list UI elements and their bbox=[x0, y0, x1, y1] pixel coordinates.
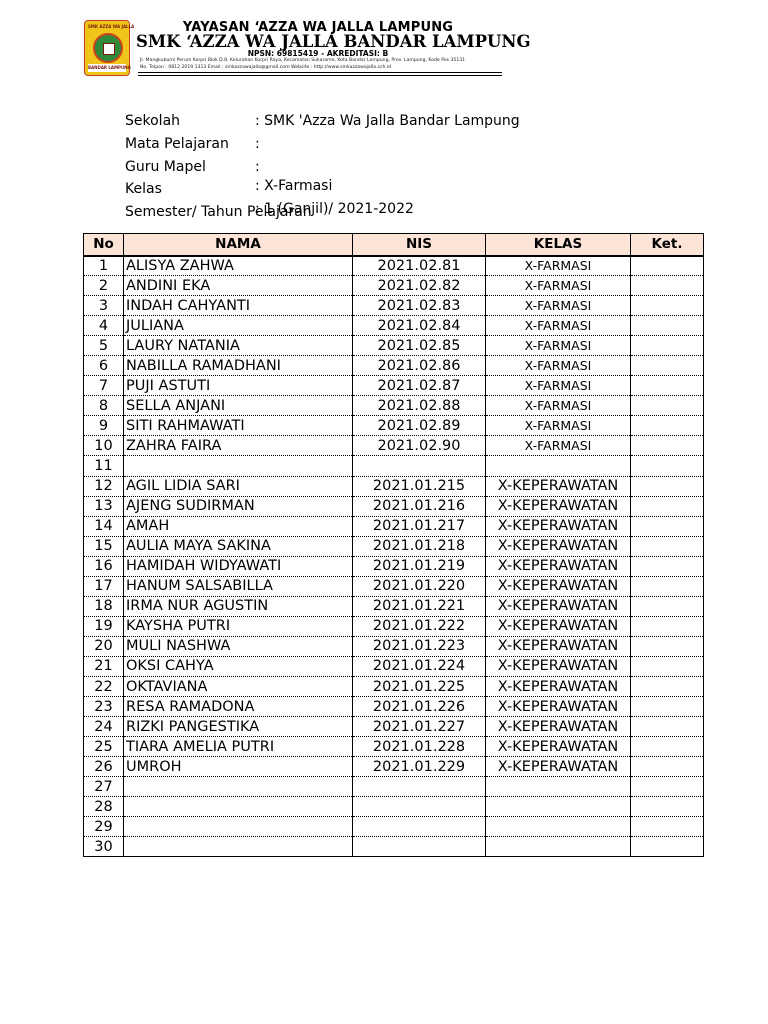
cell-ket bbox=[631, 676, 704, 696]
table-row bbox=[84, 636, 704, 656]
table-row bbox=[84, 276, 704, 296]
table-row bbox=[84, 777, 704, 797]
table-row bbox=[84, 576, 704, 596]
cell-nis: 2021.02.83 bbox=[353, 296, 486, 316]
cell-nis bbox=[353, 837, 486, 857]
cell-nama: OKSI CAHYA bbox=[124, 656, 353, 676]
cell-ket bbox=[631, 656, 704, 676]
table-row bbox=[84, 536, 704, 556]
cell-ket bbox=[631, 376, 704, 396]
cell-nama: PUJI ASTUTI bbox=[124, 376, 353, 396]
cell-nama bbox=[124, 456, 353, 476]
cell-nis bbox=[353, 817, 486, 837]
cell-no: 12 bbox=[84, 476, 124, 496]
cell-nama bbox=[124, 837, 353, 857]
info-value: : bbox=[255, 159, 260, 175]
table-row bbox=[84, 416, 704, 436]
cell-kelas: X-KEPERAWATAN bbox=[486, 496, 631, 516]
cell-nama bbox=[124, 817, 353, 837]
table-header-row bbox=[84, 234, 704, 256]
cell-ket bbox=[631, 356, 704, 376]
cell-nis: 2021.01.224 bbox=[353, 656, 486, 676]
table-row bbox=[84, 296, 704, 316]
cell-ket bbox=[631, 737, 704, 757]
cell-nis: 2021.02.89 bbox=[353, 416, 486, 436]
header-nama: NAMA bbox=[124, 234, 353, 256]
cell-no: 24 bbox=[84, 717, 124, 737]
cell-kelas: X-KEPERAWATAN bbox=[486, 757, 631, 777]
table-row bbox=[84, 356, 704, 376]
cell-nama: AGIL LIDIA SARI bbox=[124, 476, 353, 496]
cell-kelas: X-KEPERAWATAN bbox=[486, 737, 631, 757]
cell-no: 21 bbox=[84, 656, 124, 676]
cell-ket bbox=[631, 616, 704, 636]
cell-no: 2 bbox=[84, 276, 124, 296]
cell-nama: AJENG SUDIRMAN bbox=[124, 496, 353, 516]
cell-ket bbox=[631, 316, 704, 336]
cell-kelas: X-FARMASI bbox=[486, 256, 631, 276]
table-row bbox=[84, 656, 704, 676]
cell-nis: 2021.01.219 bbox=[353, 556, 486, 576]
cell-nama bbox=[124, 797, 353, 817]
table-row bbox=[84, 476, 704, 496]
cell-nama bbox=[124, 777, 353, 797]
cell-kelas: X-KEPERAWATAN bbox=[486, 636, 631, 656]
table-row bbox=[84, 797, 704, 817]
table-row bbox=[84, 376, 704, 396]
cell-nis: 2021.02.87 bbox=[353, 376, 486, 396]
cell-no: 15 bbox=[84, 536, 124, 556]
table-row bbox=[84, 616, 704, 636]
cell-nama: INDAH CAHYANTI bbox=[124, 296, 353, 316]
cell-no: 20 bbox=[84, 636, 124, 656]
cell-no: 14 bbox=[84, 516, 124, 536]
cell-ket bbox=[631, 496, 704, 516]
cell-kelas: X-KEPERAWATAN bbox=[486, 536, 631, 556]
cell-nis bbox=[353, 456, 486, 476]
table-row bbox=[84, 436, 704, 456]
cell-ket bbox=[631, 276, 704, 296]
cell-no: 3 bbox=[84, 296, 124, 316]
cell-nama: OKTAVIANA bbox=[124, 676, 353, 696]
cell-kelas: X-KEPERAWATAN bbox=[486, 697, 631, 717]
npsn-accreditation: NPSN: 69815419 - AKREDITASI: B bbox=[247, 49, 389, 58]
cell-kelas: X-FARMASI bbox=[486, 356, 631, 376]
cell-nis: 2021.01.220 bbox=[353, 576, 486, 596]
cell-no: 13 bbox=[84, 496, 124, 516]
cell-nis: 2021.01.222 bbox=[353, 616, 486, 636]
cell-ket bbox=[631, 717, 704, 737]
cell-ket bbox=[631, 456, 704, 476]
cell-kelas: X-FARMASI bbox=[486, 376, 631, 396]
table-row bbox=[84, 717, 704, 737]
cell-nis: 2021.02.82 bbox=[353, 276, 486, 296]
letterhead-rule-thin bbox=[138, 75, 502, 76]
school-name: SMK ‘AZZA WA JALLA BANDAR LAMPUNG bbox=[136, 32, 531, 51]
cell-ket bbox=[631, 396, 704, 416]
table-row bbox=[84, 757, 704, 777]
table-row bbox=[84, 396, 704, 416]
cell-nama: MULI NASHWA bbox=[124, 636, 353, 656]
cell-nis: 2021.01.217 bbox=[353, 516, 486, 536]
school-logo bbox=[84, 20, 135, 76]
logo-emblem-icon bbox=[93, 33, 123, 63]
cell-nis: 2021.01.228 bbox=[353, 737, 486, 757]
cell-nama: IRMA NUR AGUSTIN bbox=[124, 596, 353, 616]
cell-nis: 2021.02.86 bbox=[353, 356, 486, 376]
cell-ket bbox=[631, 556, 704, 576]
header-ket: Ket. bbox=[631, 234, 704, 256]
cell-no: 16 bbox=[84, 556, 124, 576]
cell-ket bbox=[631, 336, 704, 356]
header-no: No bbox=[84, 234, 124, 256]
cell-no: 6 bbox=[84, 356, 124, 376]
cell-kelas: X-KEPERAWATAN bbox=[486, 676, 631, 696]
cell-ket bbox=[631, 476, 704, 496]
cell-no: 11 bbox=[84, 456, 124, 476]
cell-kelas: X-KEPERAWATAN bbox=[486, 596, 631, 616]
header-nis: NIS bbox=[353, 234, 486, 256]
cell-kelas: X-KEPERAWATAN bbox=[486, 556, 631, 576]
cell-no: 1 bbox=[84, 256, 124, 276]
cell-nis: 2021.01.229 bbox=[353, 757, 486, 777]
cell-no: 8 bbox=[84, 396, 124, 416]
table-body bbox=[84, 256, 704, 857]
table-row bbox=[84, 837, 704, 857]
cell-ket bbox=[631, 536, 704, 556]
cell-nama: ANDINI EKA bbox=[124, 276, 353, 296]
info-value: : 1 (Ganjil)/ 2021-2022 bbox=[255, 201, 414, 217]
cell-ket bbox=[631, 817, 704, 837]
table-row bbox=[84, 456, 704, 476]
cell-kelas: X-FARMASI bbox=[486, 296, 631, 316]
cell-nama: SITI RAHMAWATI bbox=[124, 416, 353, 436]
cell-nis: 2021.01.225 bbox=[353, 676, 486, 696]
cell-kelas: X-KEPERAWATAN bbox=[486, 656, 631, 676]
cell-no: 10 bbox=[84, 436, 124, 456]
cell-no: 28 bbox=[84, 797, 124, 817]
cell-nama: TIARA AMELIA PUTRI bbox=[124, 737, 353, 757]
info-label: Mata Pelajaran bbox=[125, 136, 229, 152]
table-row bbox=[84, 556, 704, 576]
cell-no: 23 bbox=[84, 697, 124, 717]
cell-nis: 2021.01.215 bbox=[353, 476, 486, 496]
school-address: Jl. Mangkubumi Perum Korpri Blok D.8, Kelurahan Korpri Raya, Kecamatan Sukarame, Kota Bandar Lampung, Prov. Lampung, Kode Pos 35131 bbox=[140, 58, 466, 63]
cell-nis: 2021.02.81 bbox=[353, 256, 486, 276]
cell-no: 29 bbox=[84, 817, 124, 837]
cell-kelas: X-FARMASI bbox=[486, 416, 631, 436]
cell-no: 27 bbox=[84, 777, 124, 797]
cell-ket bbox=[631, 596, 704, 616]
cell-ket bbox=[631, 436, 704, 456]
cell-ket bbox=[631, 636, 704, 656]
cell-nama: LAURY NATANIA bbox=[124, 336, 353, 356]
table-row bbox=[84, 737, 704, 757]
cell-ket bbox=[631, 256, 704, 276]
cell-nis: 2021.01.216 bbox=[353, 496, 486, 516]
info-label: Semester/ Tahun Pelajaran bbox=[125, 204, 312, 220]
table-row bbox=[84, 596, 704, 616]
cell-kelas bbox=[486, 777, 631, 797]
cell-kelas: X-FARMASI bbox=[486, 336, 631, 356]
cell-kelas bbox=[486, 817, 631, 837]
cell-nama: NABILLA RAMADHANI bbox=[124, 356, 353, 376]
cell-kelas: X-KEPERAWATAN bbox=[486, 516, 631, 536]
cell-kelas: X-FARMASI bbox=[486, 436, 631, 456]
table-row bbox=[84, 676, 704, 696]
cell-no: 9 bbox=[84, 416, 124, 436]
cell-nis: 2021.02.85 bbox=[353, 336, 486, 356]
cell-ket bbox=[631, 296, 704, 316]
cell-nis: 2021.01.218 bbox=[353, 536, 486, 556]
cell-no: 7 bbox=[84, 376, 124, 396]
cell-ket bbox=[631, 697, 704, 717]
cell-nama: ZAHRA FAIRA bbox=[124, 436, 353, 456]
cell-kelas bbox=[486, 797, 631, 817]
cell-nis: 2021.01.221 bbox=[353, 596, 486, 616]
cell-nama: UMROH bbox=[124, 757, 353, 777]
cell-nis: 2021.01.227 bbox=[353, 717, 486, 737]
cell-nama: SELLA ANJANI bbox=[124, 396, 353, 416]
cell-kelas bbox=[486, 837, 631, 857]
cell-ket bbox=[631, 416, 704, 436]
student-roster-table bbox=[83, 233, 704, 857]
cell-no: 19 bbox=[84, 616, 124, 636]
info-value: : SMK 'Azza Wa Jalla Bandar Lampung bbox=[255, 113, 520, 129]
table-row bbox=[84, 516, 704, 536]
cell-kelas: X-KEPERAWATAN bbox=[486, 717, 631, 737]
cell-no: 25 bbox=[84, 737, 124, 757]
cell-ket bbox=[631, 837, 704, 857]
cell-nis: 2021.01.226 bbox=[353, 697, 486, 717]
cell-ket bbox=[631, 797, 704, 817]
cell-ket bbox=[631, 777, 704, 797]
cell-nama: HAMIDAH WIDYAWATI bbox=[124, 556, 353, 576]
cell-nis bbox=[353, 777, 486, 797]
cell-nama: HANUM SALSABILLA bbox=[124, 576, 353, 596]
cell-kelas: X-KEPERAWATAN bbox=[486, 476, 631, 496]
table-row bbox=[84, 256, 704, 276]
cell-kelas bbox=[486, 456, 631, 476]
cell-nama: ALISYA ZAHWA bbox=[124, 256, 353, 276]
cell-no: 5 bbox=[84, 336, 124, 356]
cell-nis: 2021.01.223 bbox=[353, 636, 486, 656]
foundation-name: YAYASAN ‘AZZA WA JALLA LAMPUNG bbox=[182, 20, 454, 35]
cell-nis: 2021.02.84 bbox=[353, 316, 486, 336]
table-row bbox=[84, 316, 704, 336]
cell-kelas: X-FARMASI bbox=[486, 396, 631, 416]
cell-no: 30 bbox=[84, 837, 124, 857]
letterhead-rule-thick bbox=[138, 72, 502, 73]
logo-top-text: SMK AZZA WA JALLA bbox=[88, 24, 135, 29]
cell-nama: AMAH bbox=[124, 516, 353, 536]
cell-ket bbox=[631, 576, 704, 596]
table-row bbox=[84, 336, 704, 356]
cell-no: 26 bbox=[84, 757, 124, 777]
table-row bbox=[84, 817, 704, 837]
logo-bottom-text: BANDAR LAMPUNG bbox=[88, 65, 131, 70]
cell-ket bbox=[631, 516, 704, 536]
cell-nama: RESA RAMADONA bbox=[124, 697, 353, 717]
cell-kelas: X-FARMASI bbox=[486, 276, 631, 296]
cell-kelas: X-KEPERAWATAN bbox=[486, 576, 631, 596]
info-label: Kelas bbox=[125, 181, 162, 197]
cell-kelas: X-KEPERAWATAN bbox=[486, 616, 631, 636]
school-contact: No. Telpon : 0812 2019 1313 Email : smkazzawajalla@gmail.com Website : http://www.smkazzawajalla.sch.id bbox=[140, 65, 392, 70]
info-label: Guru Mapel bbox=[125, 159, 206, 175]
cell-nis: 2021.02.90 bbox=[353, 436, 486, 456]
cell-nis: 2021.02.88 bbox=[353, 396, 486, 416]
info-label: Sekolah bbox=[125, 113, 181, 129]
info-value: : bbox=[255, 136, 260, 152]
cell-nama: KAYSHA PUTRI bbox=[124, 616, 353, 636]
cell-no: 17 bbox=[84, 576, 124, 596]
info-value: : X-Farmasi bbox=[255, 178, 333, 194]
cell-kelas: X-FARMASI bbox=[486, 316, 631, 336]
cell-nama: AULIA MAYA SAKINA bbox=[124, 536, 353, 556]
cell-no: 22 bbox=[84, 676, 124, 696]
cell-ket bbox=[631, 757, 704, 777]
cell-nis bbox=[353, 797, 486, 817]
table-row bbox=[84, 697, 704, 717]
table-row bbox=[84, 496, 704, 516]
cell-no: 4 bbox=[84, 316, 124, 336]
cell-no: 18 bbox=[84, 596, 124, 616]
header-kelas: KELAS bbox=[486, 234, 631, 256]
cell-nama: RIZKI PANGESTIKA bbox=[124, 717, 353, 737]
cell-nama: JULIANA bbox=[124, 316, 353, 336]
